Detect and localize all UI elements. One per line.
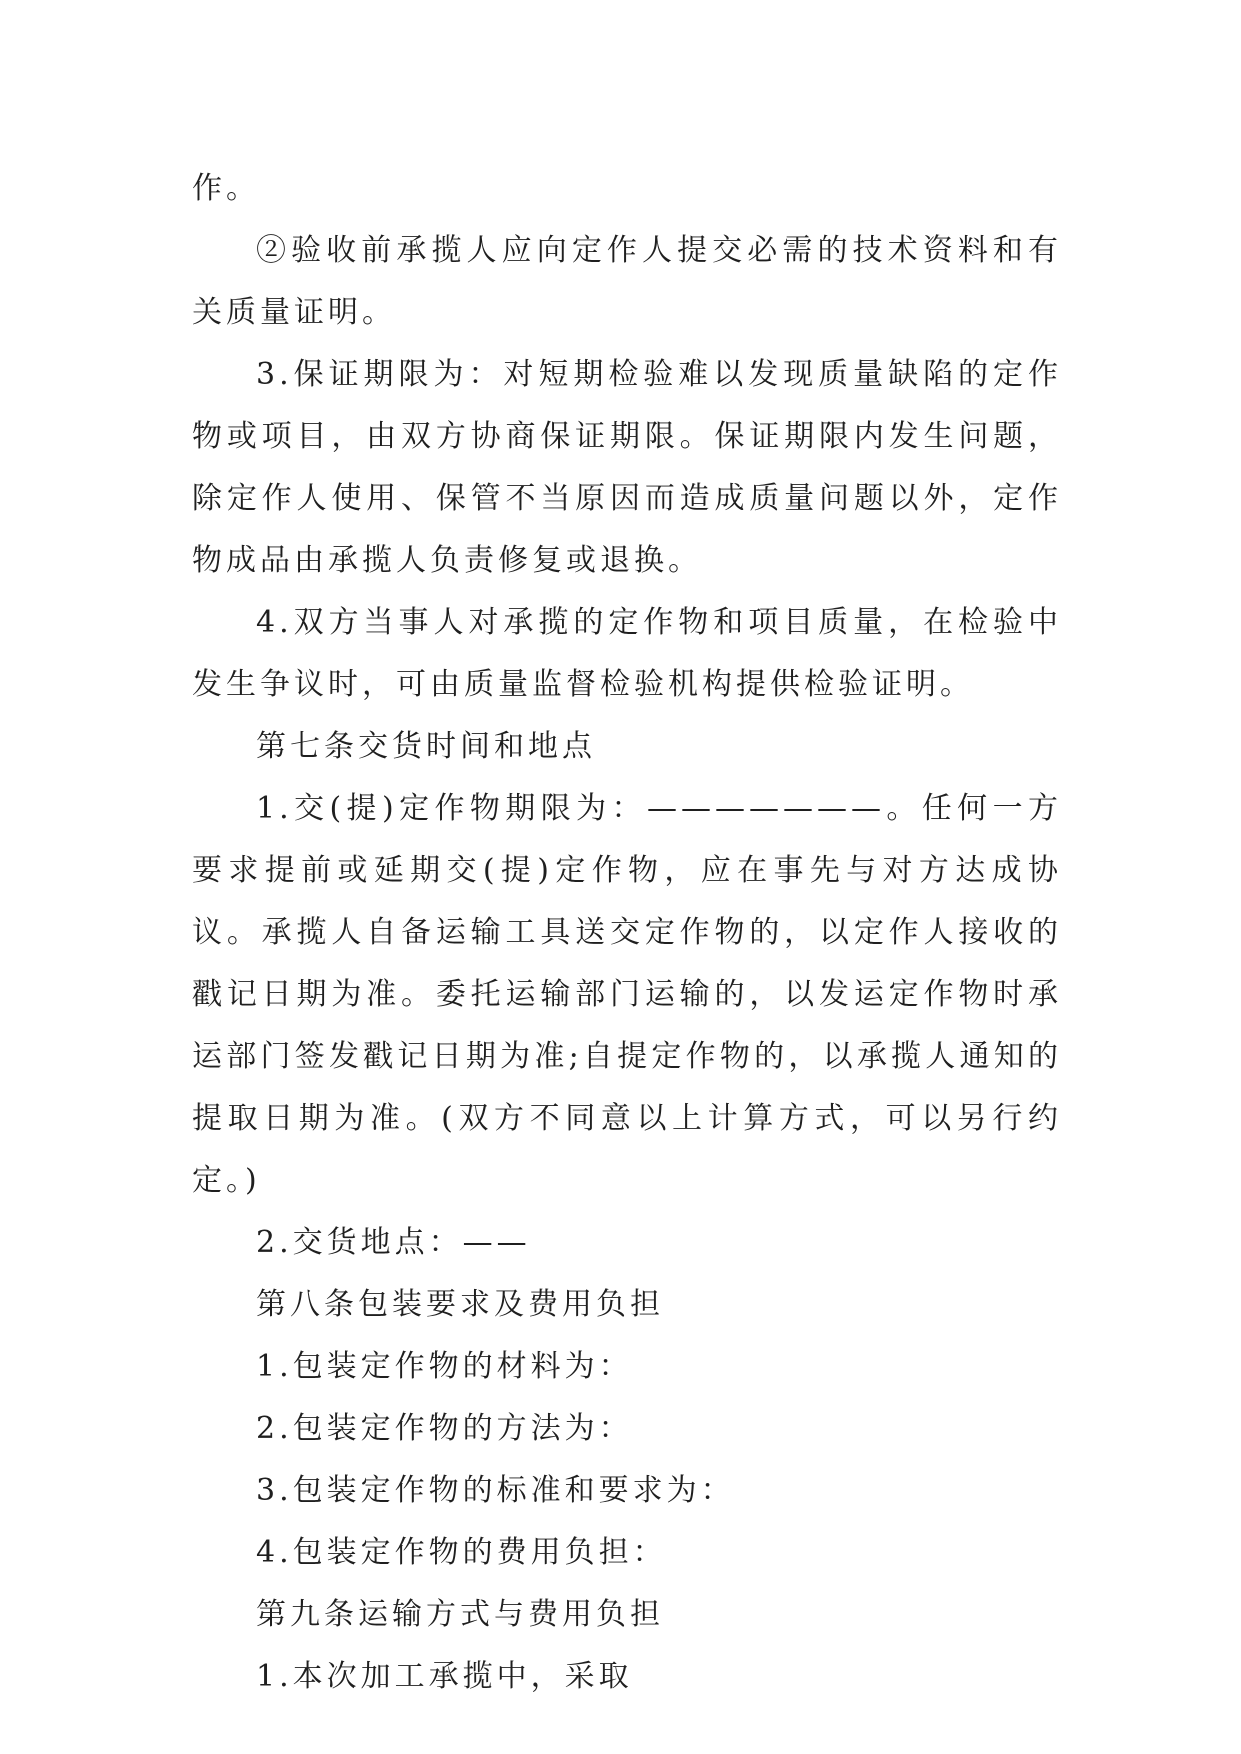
article-9-heading: 第九条运输方式与费用负担 [256,1597,664,1632]
paragraph-delivery-location: 2.交货地点：—— [256,1225,531,1260]
paragraph-packaging-material: 1.包装定作物的材料为： [256,1349,633,1384]
paragraph-packaging-method: 2.包装定作物的方法为： [256,1411,633,1446]
paragraph-delivery-deadline: 1.交(提)定作物期限为：———————。任何一方要求提前或延期交(提)定作物，应在事先与对方达成协议。承揽人自备运输工具送交定作物的，以定作人接收的戳记日期为准。委托运输部门运输的，以发运定作物时承运部门签发戳记日期为准;自提定作物的，以承揽人通知的提取日期为准。(双方不同意以上计算方式，可以另行约定。) [192,791,1062,1198]
paragraph-warranty-period: 3.保证期限为：对短期检验难以发现质量缺陷的定作物或项目，由双方协商保证期限。保证期限内发生问题，除定作人使用、保管不当原因而造成质量问题以外，定作物成品由承揽人负责修复或退换。 [192,357,1062,578]
paragraph-acceptance-documents: ②验收前承揽人应向定作人提交必需的技术资料和有关质量证明。 [192,233,1062,330]
paragraph-quality-dispute: 4.双方当事人对承揽的定作物和项目质量，在检验中发生争议时，可由质量监督检验机构提供检验证明。 [192,605,1062,702]
document-body [192,158,1062,1708]
article-7-heading: 第七条交货时间和地点 [256,729,596,764]
paragraph-packaging-standard: 3.包装定作物的标准和要求为： [256,1473,735,1508]
article-8-heading: 第八条包装要求及费用负担 [256,1287,664,1322]
paragraph-packaging-cost: 4.包装定作物的费用负担： [256,1535,667,1570]
paragraph-transport-method: 1.本次加工承揽中，采取 [256,1659,633,1694]
paragraph-continuation: 作。 [192,171,260,206]
